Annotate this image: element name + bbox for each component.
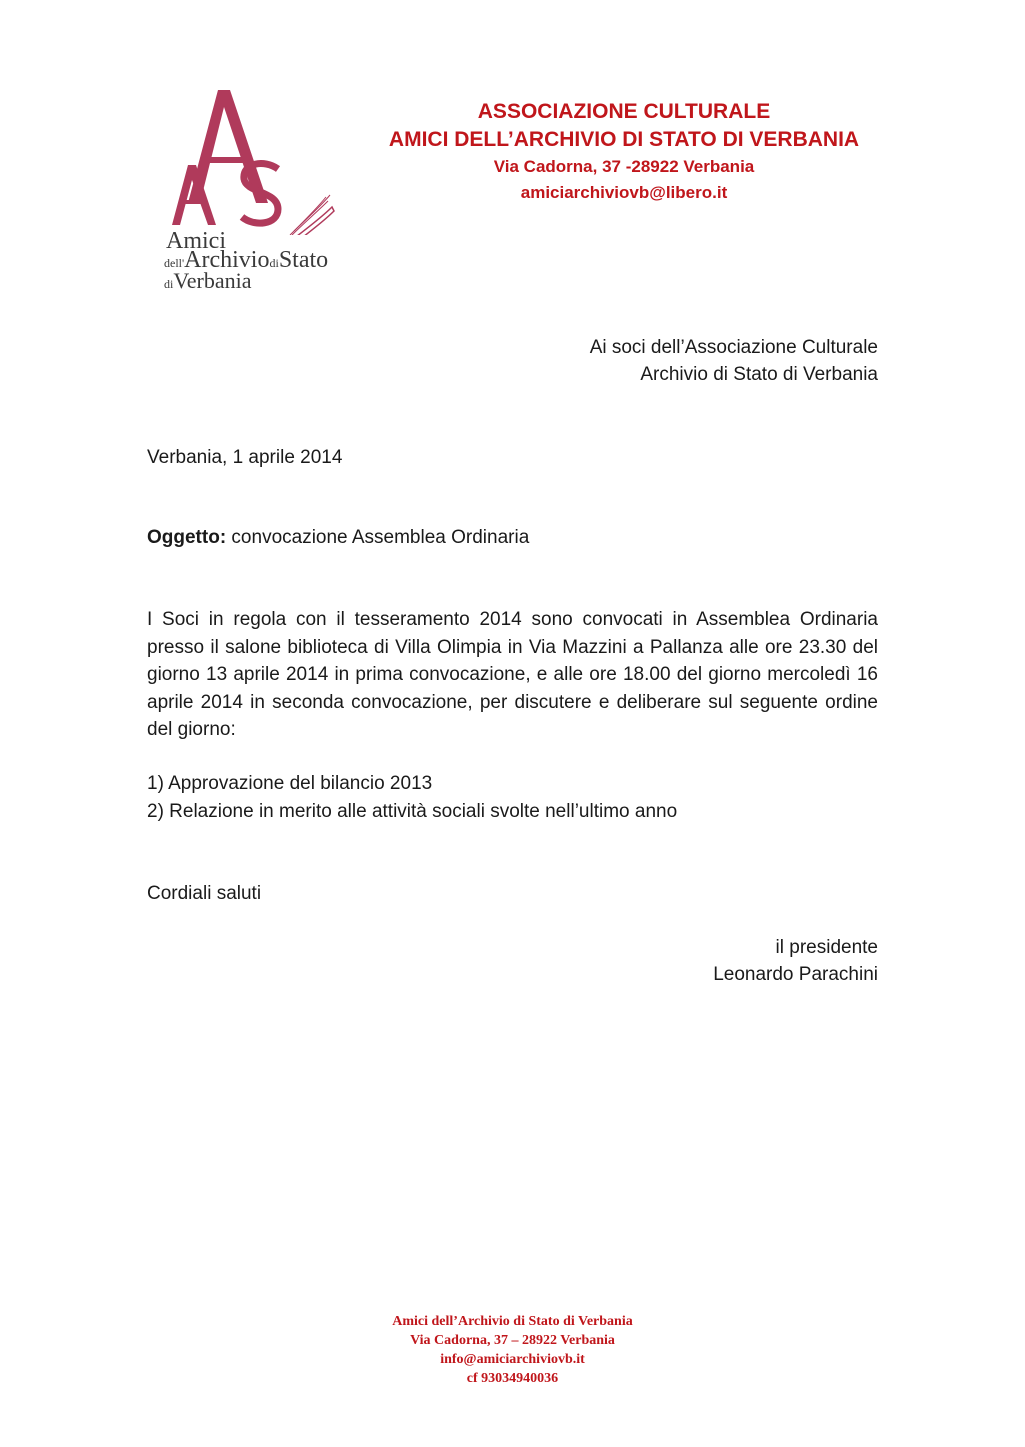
letter-date: Verbania, 1 aprile 2014 xyxy=(147,447,343,468)
footer-address: Via Cadorna, 37 – 28922 Verbania xyxy=(410,1333,615,1348)
body-paragraph: I Soci in regola con il tesseramento 2014 sono convocati in Assemblea Ordinaria presso il salone biblioteca di Villa Olimpia in Via Mazzini a Pallanza alle ore 23.30 del giorno 13 aprile 2014 in prima convocazione, e alle ore 18.00 del giorno mercoledì 16 aprile 2014 in seconda convocazione, per discutere e deliberare sul seguente ordine del giorno: xyxy=(147,609,878,740)
signature-block xyxy=(713,934,878,988)
letterhead-line2: AMICI DELL’ARCHIVIO DI STATO DI VERBANIA xyxy=(388,128,860,151)
logo-text-verbania-word: Verbania xyxy=(173,268,252,293)
logo-text-di: di xyxy=(269,256,279,270)
recipient-line1: Ai soci dell’Associazione Culturale xyxy=(589,337,878,358)
logo-text-dell: dell' xyxy=(164,256,185,270)
footer-line1: Amici dell’Archivio di Stato di Verbania xyxy=(392,1314,633,1329)
subject-text: convocazione Assemblea Ordinaria xyxy=(226,527,530,548)
logo-graphic xyxy=(160,85,345,235)
logo-text-verbania xyxy=(164,270,252,292)
subject-label: Oggetto: xyxy=(147,527,227,548)
logo-text-archivio-word: Archivio xyxy=(184,247,270,273)
signature-role: il presidente xyxy=(775,937,878,958)
closing-greeting: Cordiali saluti xyxy=(147,883,262,904)
letterhead xyxy=(370,98,878,206)
footer-tax-code: cf 93034940036 xyxy=(466,1371,559,1386)
letterhead-line1: ASSOCIAZIONE CULTURALE xyxy=(477,100,771,123)
logo-text-di-2: di xyxy=(164,277,174,291)
footer xyxy=(0,1312,1025,1388)
logo-text-amici: Amici xyxy=(166,228,226,254)
logo-text-stato: Stato xyxy=(278,247,329,273)
letterhead-address: Via Cadorna, 37 -28922 Verbania xyxy=(493,157,755,176)
recipient-block xyxy=(590,334,878,388)
agenda-item: 1) Approvazione del bilancio 2013 xyxy=(147,773,433,794)
subject-line xyxy=(147,524,529,551)
letterhead-email: amiciarchiviovb@libero.it xyxy=(520,183,728,202)
recipient-line2: Archivio di Stato di Verbania xyxy=(640,364,878,385)
agenda-item: 2) Relazione in merito alle attività sociali svolte nell’ultimo anno xyxy=(147,800,678,822)
signature-name: Leonardo Parachini xyxy=(713,964,878,985)
association-logo xyxy=(160,85,345,300)
agenda-list xyxy=(147,770,677,825)
footer-email: info@amiciarchiviovb.it xyxy=(440,1352,585,1367)
